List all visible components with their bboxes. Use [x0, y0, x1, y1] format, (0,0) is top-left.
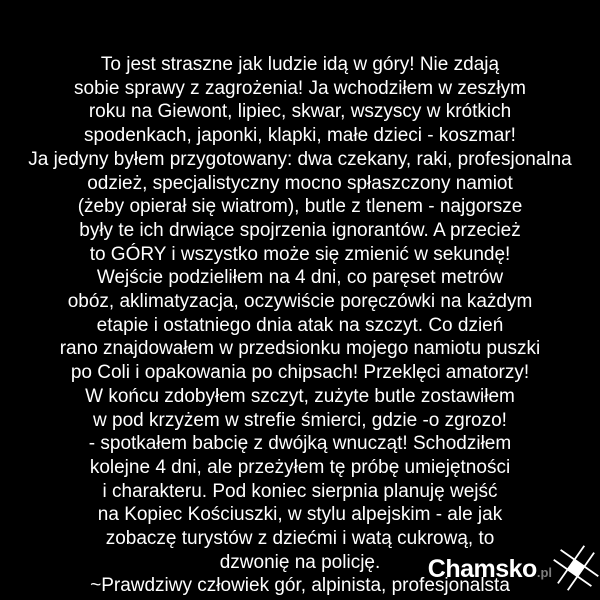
text-line: to GÓRY i wszystko może się zmienić w sekundę!	[89, 243, 511, 265]
text-line: (żeby opierał się wiatrom), butle z tlenem - najgorsze	[77, 196, 523, 218]
text-line: i charakteru. Pod koniec sierpnia planuję wejść	[102, 480, 498, 502]
watermark-tld: .pl	[536, 565, 552, 580]
text-line: zobaczę turystów z dziećmi i watą cukrową, to	[105, 528, 495, 550]
text-line: roku na Giewont, lipiec, skwar, wszyscy w krótkich	[88, 101, 512, 123]
text-line: odzież, specjalistyczny mocno spłaszczony namiot	[87, 172, 513, 194]
text-line: etapie i ostatniego dnia atak na szczyt. Co dzień	[96, 314, 504, 336]
text-line: były te ich drwiące spojrzenia ignorantów. A przecież	[79, 219, 521, 241]
text-line: kolejne 4 dni, ale przeżyłem tę próbę umiejętności	[89, 456, 511, 478]
text-line: ~Prawdziwy człowiek gór, alpinista, profesjonalsta	[90, 575, 510, 597]
tilted-hash-icon	[553, 537, 599, 599]
text-line: Ja jedyny byłem przygotowany: dwa czekany, raki, profesjonalna	[28, 148, 572, 170]
watermark	[428, 555, 552, 584]
text-line: po Coli i opakowania po chipsach! Przeklęci amatorzy!	[70, 362, 530, 384]
text-line: rano znajdowałem w przedsionku mojego namiotu puszki	[59, 338, 541, 360]
text-line: Wejście podzieliłem na 4 dni, co paręset metrów	[96, 267, 504, 289]
text-line: W końcu zdobyłem szczyt, zużyte butle zostawiłem	[85, 385, 515, 407]
text-line: - spotkałem babcię z dwójką wnucząt! Schodziłem	[88, 433, 512, 455]
text-line: na Kopiec Kościuszki, w stylu alpejskim - ale jak	[97, 504, 503, 526]
text-line: To jest straszne jak ludzie idą w góry! Nie zdają	[100, 54, 500, 75]
meme-text	[0, 53, 600, 598]
text-line: spodenkach, japonki, klapki, małe dzieci - koszmar!	[84, 125, 516, 147]
text-line: obóz, aklimatyzacja, oczywiście poręczówki na każdym	[67, 291, 533, 313]
text-line: dzwonię na policję.	[219, 551, 381, 573]
watermark-brand: Chamsko	[427, 555, 537, 583]
text-line: sobie sprawy z zagrożenia! Ja wchodziłem w zeszłym	[74, 77, 526, 99]
text-line: w pod krzyżem w strefie śmierci, gdzie -o zgrozo!	[93, 409, 507, 431]
